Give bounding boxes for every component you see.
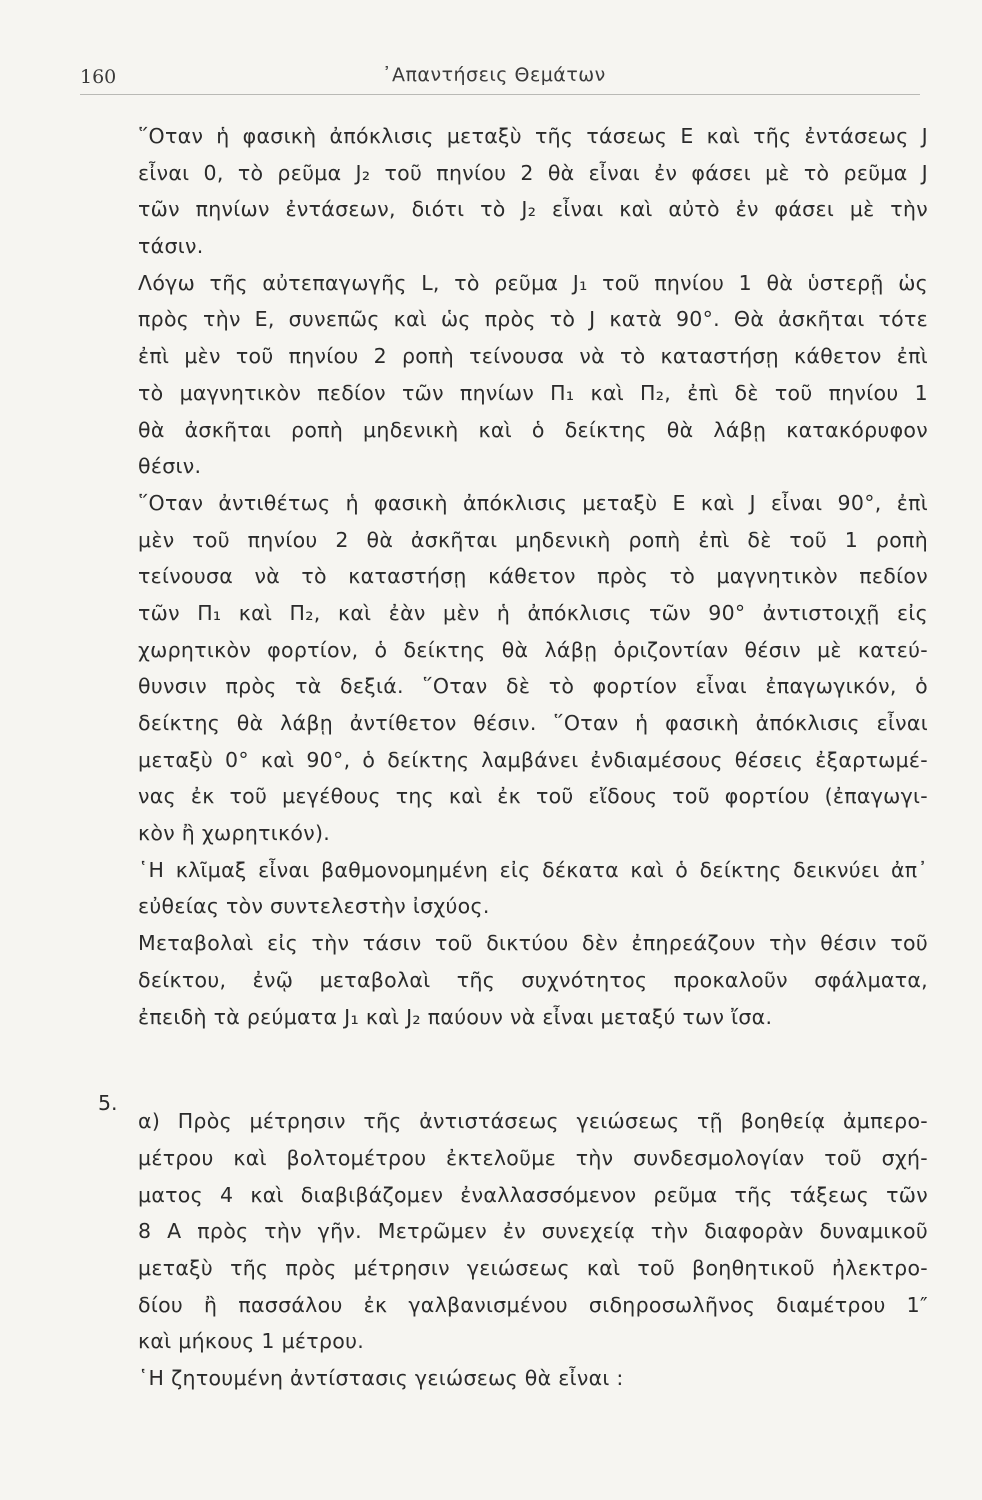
item5-line: μέτρου καὶ βολτομέτρου ἐκτελοῦμε τὴν συνδεσμολογίαν τοῦ σχή- (138, 1145, 928, 1170)
text-line: κὸν ἢ χωρητικόν). (138, 821, 331, 846)
item5-line: μεταξὺ τῆς πρὸς μέτρησιν γειώσεως καὶ τοῦ βοηθητικοῦ ἠλεκτρο- (138, 1255, 928, 1280)
text-line: ῞Οταν ἡ φασικὴ ἀπόκλισις μεταξὺ τῆς τάσεως E καὶ τῆς ἐντάσεως J (138, 124, 928, 148)
text-line: δείκτης θὰ λάβῃ ἀντίθετον θέσιν. ῞Οταν ἡ φασικὴ ἀπόκλισις εἶναι (138, 711, 928, 735)
item5-line: α) Πρὸς μέτρησιν τῆς ἀντιστάσεως γειώσεως τῇ βοηθείᾳ ἀμπερο- (138, 1109, 928, 1134)
text-line: εἶναι 0, τὸ ρεῦμα J₂ τοῦ πηνίου 2 θὰ εἶναι ἐν φάσει μὲ τὸ ρεῦμα J (138, 160, 928, 185)
item-number: 5. (98, 1091, 118, 1115)
text-line: τείνουσα νὰ τὸ καταστήσῃ κάθετον πρὸς τὸ μαγνητικὸν πεδίον (138, 564, 928, 589)
item5-line: ματος 4 καὶ διαβιβάζομεν ἐναλλασσόμενον ρεῦμα τῆς τάξεως τῶν (138, 1182, 928, 1207)
item5-line: ῾Η ζητουμένη ἀντίστασις γειώσεως θὰ εἶναι : (138, 1366, 624, 1390)
text-line: νας ἐκ τοῦ μεγέθους της καὶ ἐκ τοῦ εἴδους τοῦ φορτίου (ἐπαγωγι- (138, 784, 928, 809)
item5-line: δίου ἢ πασσάλου ἐκ γαλβανισμένου σιδηροσωλῆνος διαμέτρου 1″ (138, 1292, 928, 1317)
text-line: ῾Η κλῖμαξ εἶναι βαθμονομημένη εἰς δέκατα καὶ ὁ δείκτης δεικνύει ἀπ᾿ (138, 857, 928, 882)
page-header (80, 62, 920, 98)
text-line: τάσιν. (138, 234, 204, 259)
text-line: θέσιν. (138, 454, 202, 479)
text-line: θὰ ἀσκῆται ροπὴ μηδενικὴ καὶ ὁ δείκτης θὰ λάβῃ κατακόρυφον (138, 417, 928, 442)
text-line: δείκτου, ἐνῷ μεταβολαὶ τῆς συχνότητος προκαλοῦν σφάλματα, (138, 967, 928, 992)
text-line: τῶν Π₁ καὶ Π₂, καὶ ἐὰν μὲν ἡ ἀπόκλισις τῶν 90° ἀντιστοιχῇ εἰς (138, 600, 928, 625)
text-line: ἐπὶ μὲν τοῦ πηνίου 2 ροπὴ τείνουσα νὰ τὸ καταστήσῃ κάθετον ἐπὶ (138, 344, 928, 369)
text-line: Μεταβολαὶ εἰς τὴν τάσιν τοῦ δικτύου δὲν ἐπηρεάζουν τὴν θέσιν τοῦ (138, 931, 928, 956)
item5-line: καὶ μήκους 1 μέτρου. (138, 1329, 365, 1354)
text-line: τὸ μαγνητικὸν πεδίον τῶν πηνίων Π₁ καὶ Π₂, ἐπὶ δὲ τοῦ πηνίου 1 (138, 380, 928, 405)
text-line: μὲν τοῦ πηνίου 2 θὰ ἀσκῆται μηδενικὴ ροπὴ ἐπὶ δὲ τοῦ 1 ροπὴ (138, 527, 928, 552)
header-rule (80, 94, 920, 95)
text-line: χωρητικὸν φορτίον, ὁ δείκτης θὰ λάβῃ ὁριζοντίαν θέσιν μὲ κατεύ- (138, 637, 928, 662)
page-number: 160 (80, 66, 117, 88)
text-line: μεταξὺ 0° καὶ 90°, ὁ δείκτης λαμβάνει ἐνδιαμέσους θέσεις ἐξαρτωμέ- (138, 747, 928, 772)
body-text (138, 118, 928, 1397)
text-line: ἐπειδὴ τὰ ρεύματα J₁ καὶ J₂ παύουν νὰ εἶναι μεταξύ των ἴσα. (138, 1004, 773, 1029)
section-gap (138, 1035, 928, 1103)
text-line: θυνσιν πρὸς τὰ δεξιά. ῞Οταν δὲ τὸ φορτίον εἶναι ἐπαγωγικόν, ὁ (138, 674, 928, 699)
text-line: τῶν πηνίων ἐντάσεων, διότι τὸ J₂ εἶναι καὶ αὐτὸ ἐν φάσει μὲ τὴν (138, 197, 928, 222)
text-line: εὐθείας τὸν συντελεστὴν ἰσχύος. (138, 894, 490, 919)
item5-line: 8 A πρὸς τὴν γῆν. Μετρῶμεν ἐν συνεχείᾳ τὴν διαφορὰν δυναμικοῦ (138, 1219, 928, 1244)
text-line: πρὸς τὴν E, συνεπῶς καὶ ὡς πρὸς τὸ J κατὰ 90°. Θὰ ἀσκῆται τότε (138, 307, 928, 332)
running-title: ᾿Απαντήσεις Θεμάτων (382, 64, 606, 86)
text-line: Λόγω τῆς αὐτεπαγωγῆς L, τὸ ρεῦμα J₁ τοῦ πηνίου 1 θὰ ὑστερῇ ὡς (138, 270, 928, 295)
text-line: ῞Οταν ἀντιθέτως ἡ φασικὴ ἀπόκλισις μεταξὺ E καὶ J εἶναι 90°, ἐπὶ (138, 490, 928, 515)
